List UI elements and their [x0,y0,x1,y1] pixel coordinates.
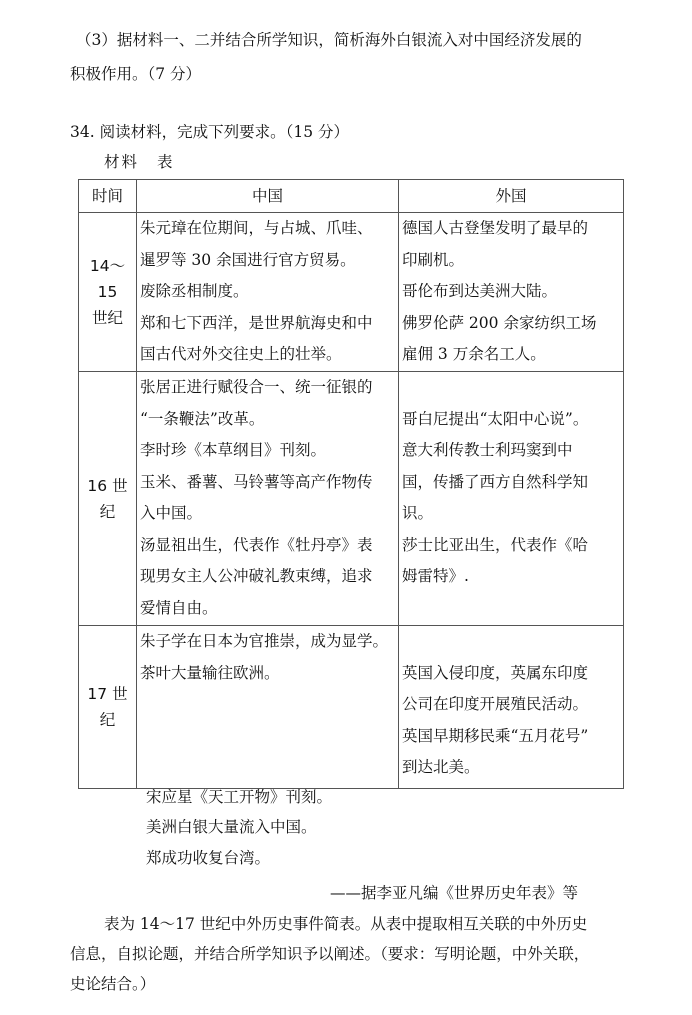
china-event: 朱元璋在位期间，与占城、爪哇、 [140,219,373,237]
question-3-line-2: 积极作用。（7 分） [70,65,202,83]
table-header-row [79,180,624,213]
table-row [79,626,624,789]
overflow-event: 郑成功收复台湾。 [146,849,271,867]
foreign-event: 公司在印度开展殖民活动。 [402,695,589,713]
header-time: 时间 [79,180,137,213]
time-line: 17 世纪 [87,685,128,729]
china-event: 张居正进行赋役合一、统一征银的 [140,378,373,396]
time-cell-14-15 [79,213,137,372]
foreign-cell [399,213,624,372]
time-line: 16 世纪 [87,476,128,521]
foreign-cell [399,372,624,626]
foreign-event: 印刷机。 [402,250,465,269]
table-label: 表 [157,153,175,171]
time-line: 14～15 [89,257,126,301]
overflow-event: 宋应星《天工开物》刊刻。 [146,788,333,806]
foreign-event: 意大利传教士利玛窦到中 [402,441,573,459]
foreign-event: 佛罗伦萨 200 余家纺织工场 [402,313,597,332]
overflow-event: 美洲白银大量流入中国。 [146,818,317,836]
material-label: 材料 [104,153,140,171]
foreign-event: 英国入侵印度，英属东印度 [402,663,589,682]
prompt-line-3: 史论结合。） [70,975,156,993]
time-line: 世纪 [91,309,123,327]
china-event: 李时珍《本草纲目》刊刻。 [140,441,327,459]
question-34-title: 34. 阅读材料，完成下列要求。（15 分） [70,123,349,141]
china-cell [137,213,399,372]
china-event: 暹罗等 30 余国进行官方贸易。 [140,250,356,269]
foreign-event: 姆雷特》. [402,567,469,585]
china-event: 国古代对外交往史上的壮举。 [140,345,342,363]
question-3-line-1: （3）据材料一、二并结合所学知识，简析海外白银流入对中国经济发展的 [76,31,582,49]
prompt-line-2: 信息，自拟论题，并结合所学知识予以阐述。（要求：写明论题，中外关联， [70,945,590,963]
foreign-cell [399,626,624,789]
foreign-event: 识。 [402,504,434,522]
header-foreign: 外国 [399,180,624,213]
china-event: 废除丞相制度。 [140,282,249,300]
china-event: 玉米、番薯、马铃薯等高产作物传 [140,472,373,491]
foreign-event: 哥伦布到达美洲大陆。 [402,282,558,300]
time-cell-16 [79,372,137,626]
foreign-event: 英国早期移民乘“五月花号” [402,726,589,745]
time-cell-17 [79,626,137,789]
china-event: 爱情自由。 [140,598,218,617]
china-event: 郑和七下西洋，是世界航海史和中 [140,313,373,332]
china-cell [137,372,399,626]
china-event: 茶叶大量输往欧洲。 [140,663,280,682]
history-events-table [78,179,624,789]
china-event: 现男女主人公冲破礼教束缚，追求 [140,567,373,585]
header-china: 中国 [137,180,399,213]
material-caption [104,150,175,174]
china-event: 朱子学在日本为官推崇，成为显学。 [140,632,389,650]
table-row [79,213,624,372]
foreign-event: 哥白尼提出“太阳中心说”。 [402,409,589,428]
foreign-event: 莎士比亚出生，代表作《哈 [402,535,589,554]
foreign-event: 国，传播了西方自然科学知 [402,472,589,491]
china-event: “一条鞭法”改革。 [140,409,265,428]
china-cell [137,626,399,789]
foreign-event: 德国人古登堡发明了最早的 [402,219,589,237]
table-row [79,372,624,626]
foreign-event: 雇佣 3 万余名工人。 [402,345,546,363]
china-event: 入中国。 [140,504,203,522]
foreign-event: 到达北美。 [402,758,480,776]
source-citation: ——据李亚凡编《世界历史年表》等 [330,884,579,902]
china-event: 汤显祖出生，代表作《牡丹亭》表 [140,535,373,554]
prompt-line-1: 表为 14～17 世纪中外历史事件简表。从表中提取相互关联的中外历史 [104,915,588,933]
